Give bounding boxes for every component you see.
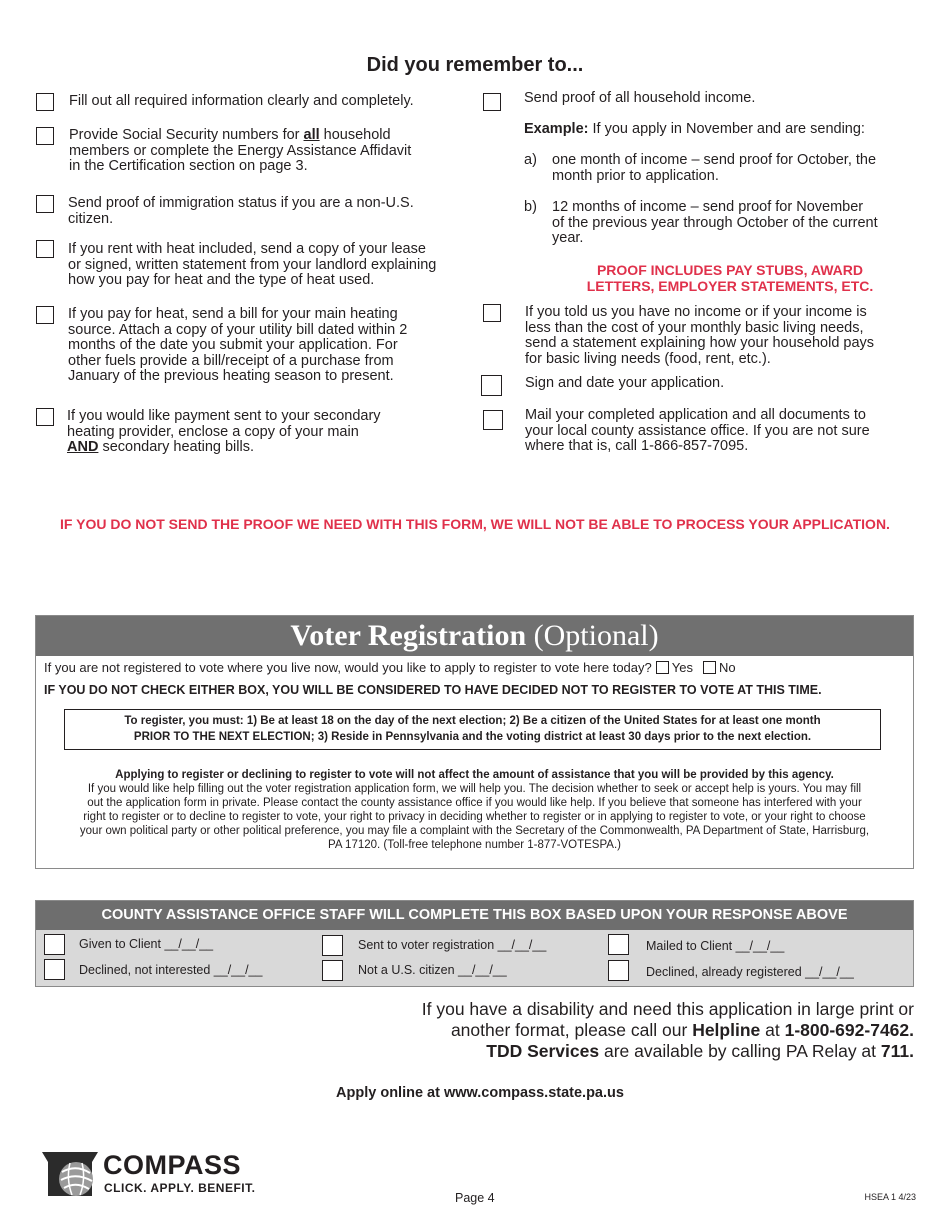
voter-no-checkbox[interactable] bbox=[703, 661, 716, 674]
logo-tagline: CLICK. APPLY. BENEFIT. bbox=[104, 1181, 256, 1195]
checklist-checkbox-heat-bill[interactable] bbox=[36, 306, 54, 324]
checklist-checkbox-sign[interactable] bbox=[481, 375, 502, 396]
checklist-item-mail: Mail your completed application and all documents to your local county assistance office. If you are not sure where that is, call 1-866-857-7095. bbox=[525, 407, 870, 454]
staff-item-mailed-to-client: Mailed to Client __/__/__ bbox=[646, 939, 785, 953]
checklist-item-required-info: Fill out all required information clearly and completely. bbox=[69, 93, 414, 109]
helpline-phone: 1-800-692-7462. bbox=[784, 1020, 914, 1040]
checklist-item-ssn: Provide Social Security numbers for all household members or complete the Energy Assistance Affidavit in the Certification section on page 3. bbox=[69, 127, 412, 174]
income-example: Example: If you apply in November and are sending: bbox=[524, 121, 865, 137]
voter-default-warning: IF YOU DO NOT CHECK EITHER BOX, YOU WILL BE CONSIDERED TO HAVE DECIDED NOT TO REGISTER TO VOTE AT THIS TIME. bbox=[44, 683, 822, 697]
staff-item-sent-to-registration: Sent to voter registration __/__/__ bbox=[358, 938, 547, 952]
voter-registration-section bbox=[35, 615, 914, 869]
page-number: Page 4 bbox=[455, 1191, 495, 1205]
staff-checkbox-sent-to-registration[interactable] bbox=[322, 935, 343, 956]
disability-notice: If you have a disability and need this application in large print or another format, please call our Helpline at 1-800-692-7462. TDD Services are available by calling PA Relay at 711. bbox=[421, 999, 914, 1061]
income-example-a-marker: a) bbox=[524, 152, 537, 168]
checklist-item-sign: Sign and date your application. bbox=[525, 375, 725, 391]
checklist-item-rent: If you rent with heat included, send a copy of your lease or signed, written statement from your landlord explaining how you pay for heat and the type of heat used. bbox=[68, 241, 437, 288]
checklist-title: Did you remember to... bbox=[366, 54, 584, 76]
staff-completion-box bbox=[35, 900, 914, 987]
checklist-item-no-income: If you told us you have no income or if your income is less than the cost of your monthly basic living needs, send a statement explaining how your household pays for basic living needs (food, rent, etc.). bbox=[525, 304, 875, 367]
staff-checkbox-already-registered[interactable] bbox=[608, 960, 629, 981]
voter-assistance-notice: Applying to register or declining to register to vote will not affect the amount of assistance that you will be provided by this agency. If you would like help filling out the voter registration application form, we will help you. The decision whether to seek or accept help is yours. You may fill out the application form in private. Please contact the county assistance office if you would like help. If you believe that someone has interfered with your right to register or to decline to register to vote, your right to privacy in deciding whether to register or in applying to register to vote, or your right to choose your own political party or other political preference, you may file a complaint with the Secretary of the Commonwealth, PA Department of State, Harrisburg, PA 17120. (Toll-free telephone number 1-877-VOTESPA.) bbox=[79, 769, 870, 851]
voter-yes-label: Yes bbox=[671, 660, 693, 675]
checklist-checkbox-no-income[interactable] bbox=[483, 304, 501, 322]
checklist-checkbox-immigration[interactable] bbox=[36, 195, 54, 213]
staff-checkbox-not-us-citizen[interactable] bbox=[322, 960, 343, 981]
checklist-checkbox-secondary-heating[interactable] bbox=[36, 408, 54, 426]
voter-no-label: No bbox=[718, 660, 736, 675]
voter-requirements-box: To register, you must: 1) Be at least 18 on the day of the next election; 2) Be a citizen of the United States for at least one month PRIOR TO THE NEXT ELECTION; 3) Reside in Pennsylvania and the voting district at least 30 days prior to the next election. bbox=[64, 709, 881, 750]
staff-box-heading: COUNTY ASSISTANCE OFFICE STAFF WILL COMPLETE THIS BOX BASED UPON YOUR RESPONSE ABOVE bbox=[36, 901, 913, 930]
voter-yes-checkbox[interactable] bbox=[656, 661, 669, 674]
checklist-checkbox-rent[interactable] bbox=[36, 240, 54, 258]
compass-logo bbox=[40, 1146, 280, 1198]
staff-item-not-us-citizen: Not a U.S. citizen __/__/__ bbox=[358, 963, 507, 977]
checklist-checkbox-required-info[interactable] bbox=[36, 93, 54, 111]
staff-checkbox-declined-not-interested[interactable] bbox=[44, 959, 65, 980]
staff-item-given-to-client: Given to Client __/__/__ bbox=[79, 937, 214, 951]
proof-includes-note: PROOF INCLUDES PAY STUBS, AWARD LETTERS, EMPLOYER STATEMENTS, ETC. bbox=[586, 262, 874, 294]
logo-wordmark: COMPASS bbox=[103, 1150, 242, 1180]
checklist-checkbox-ssn[interactable] bbox=[36, 127, 54, 145]
proof-warning: IF YOU DO NOT SEND THE PROOF WE NEED WITH THIS FORM, WE WILL NOT BE ABLE TO PROCESS YOUR APPLICATION. bbox=[60, 516, 890, 532]
checklist-item-income: Send proof of all household income. bbox=[524, 90, 756, 106]
staff-checkbox-given-to-client[interactable] bbox=[44, 934, 65, 955]
voter-question: If you are not registered to vote where you live now, would you like to apply to register to vote here today? Yes No bbox=[44, 660, 736, 675]
checklist-checkbox-income[interactable] bbox=[483, 93, 501, 111]
checklist-checkbox-mail[interactable] bbox=[483, 410, 503, 430]
income-example-b: 12 months of income – send proof for November of the previous year through October of the current year. bbox=[552, 199, 878, 246]
staff-checkbox-mailed-to-client[interactable] bbox=[608, 934, 629, 955]
income-example-a: one month of income – send proof for October, the month prior to application. bbox=[552, 152, 877, 184]
keystone-globe-icon bbox=[40, 1146, 100, 1198]
income-example-b-marker: b) bbox=[524, 199, 537, 215]
form-code: HSEA 1 4/23 bbox=[864, 1192, 916, 1202]
staff-item-already-registered: Declined, already registered __/__/__ bbox=[646, 965, 854, 979]
apply-online-link: Apply online at www.compass.state.pa.us bbox=[336, 1085, 624, 1101]
voter-registration-heading: Voter Registration (Optional) bbox=[36, 616, 913, 656]
checklist-item-heat-bill: If you pay for heat, send a bill for your main heating source. Attach a copy of your utility bill dated within 2 months of the date you submit your application. For other fuels provide a bill/receipt of a purchase from January of the previous heating season to present. bbox=[68, 306, 408, 384]
checklist-item-immigration: Send proof of immigration status if you are a non-U.S. citizen. bbox=[68, 195, 414, 227]
checklist-item-secondary-heating: If you would like payment sent to your secondary heating provider, enclose a copy of your main AND secondary heating bills. bbox=[67, 408, 381, 455]
staff-item-declined-not-interested: Declined, not interested __/__/__ bbox=[79, 963, 263, 977]
